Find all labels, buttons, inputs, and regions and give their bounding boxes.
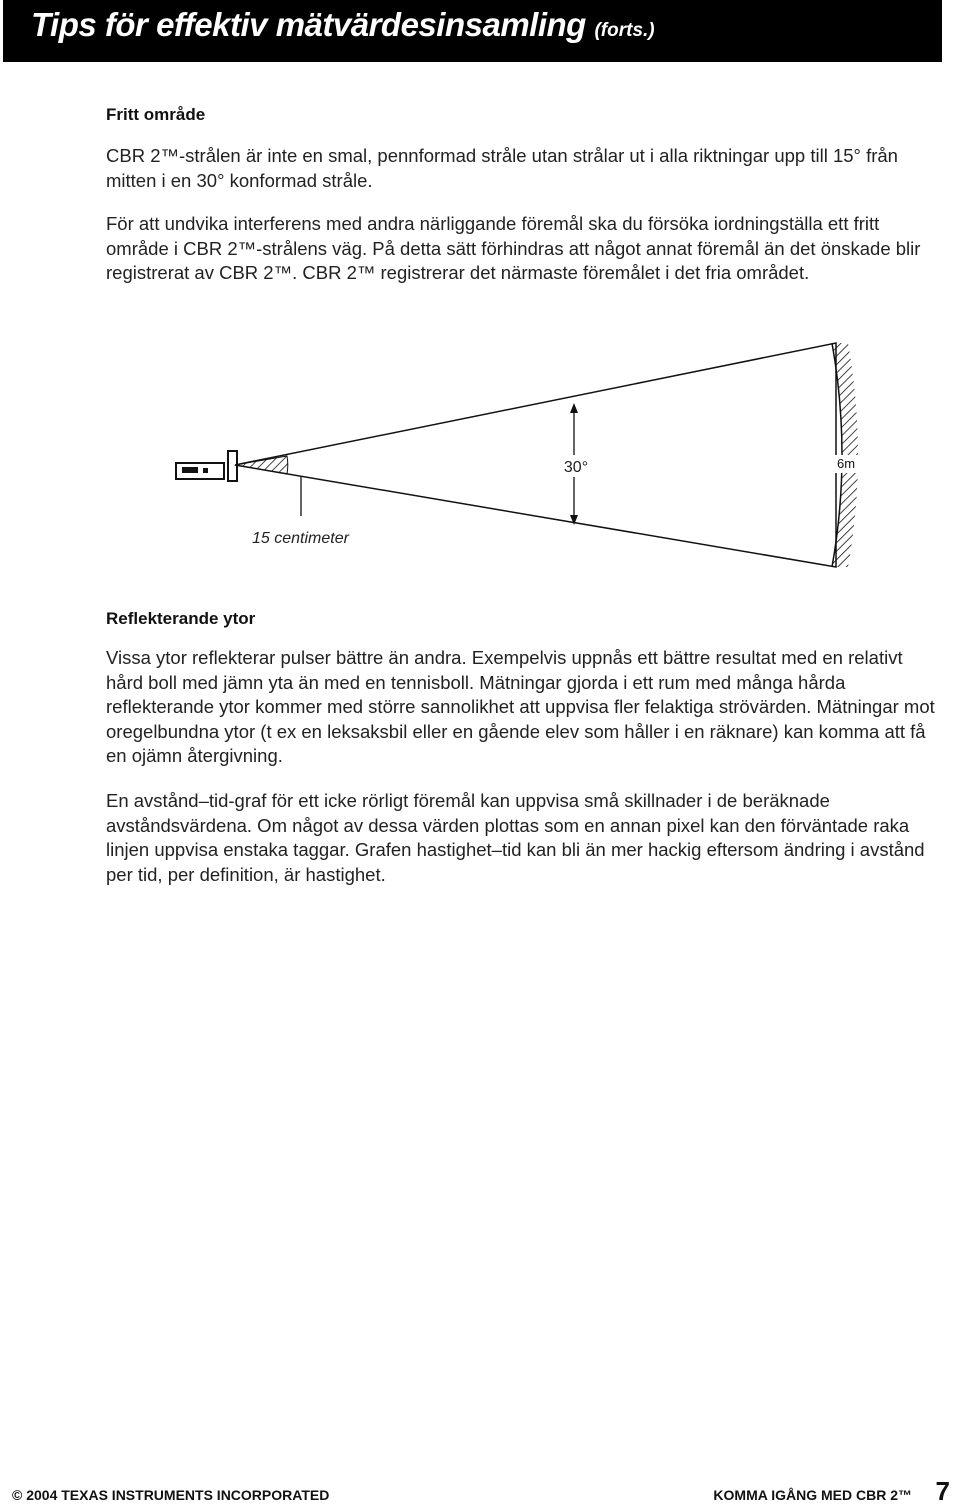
page-number: 7 xyxy=(935,1476,950,1506)
angle-arrow-top xyxy=(570,403,578,413)
beam-diagram-svg xyxy=(0,335,960,575)
footer-copyright: © 2004 TEXAS INSTRUMENTS INCORPORATED xyxy=(12,1487,330,1503)
paragraph-beam-description: CBR 2™-strålen är inte en smal, pennformad stråle utan strålar ut i alla riktningar upp till 15° från mitten i en 30° konformad stråle. xyxy=(106,145,898,191)
footer-booktitle: KOMMA IGÅNG MED CBR 2™ xyxy=(713,1487,912,1503)
page-title-main: Tips för effektiv mätvärdesinsamling xyxy=(31,6,586,43)
cbr-device-icon xyxy=(176,451,237,481)
paragraph-interference: För att undvika interferens med andra närliggande föremål ska du försöka iordningställa ett fritt område i CBR 2™-strålens väg. På detta sätt förhindras att något annat föremål än det önskade blir registrerat av CBR 2™. CBR 2™ registrerar det närmaste föremålet i det fria området. xyxy=(106,213,921,283)
section-heading-free-area: Fritt område xyxy=(106,105,206,124)
page-title xyxy=(31,6,655,44)
distance-label: 6m xyxy=(836,456,856,471)
paragraph-surfaces: Vissa ytor reflekterar pulser bättre än andra. Exempelvis uppnås ett bättre resultat med en relativt hård boll med jämn yta än med en tennisboll. Mätningar gjorda i ett rum med många hårda reflekterande ytor kommer med större sannolikhet att uppvisa fler felaktiga strövärden. Mätningar mot oregelbundna ytor (t ex en leksaksbil eller en gående elev som håller i en räknare) kan komma att få en ojämn återgivning. xyxy=(106,647,935,766)
section-heading-reflective: Reflekterande ytor xyxy=(106,609,256,628)
near-field-hatch xyxy=(235,456,288,474)
angle-label: 30° xyxy=(563,459,589,476)
page-title-subtitle: (forts.) xyxy=(594,20,655,41)
beam-diagram xyxy=(0,335,960,575)
offset-label: 15 centimeter xyxy=(252,530,349,547)
header-banner xyxy=(3,0,942,62)
paragraph-graph-notes: En avstånd–tid-graf för ett icke rörligt föremål kan uppvisa små skillnader i de beräknade avståndsvärdena. Om något av dessa värden plottas som en annan pixel kan den förväntade raka linjen uppvisa enstaka taggar. Grafen hastighet–tid kan bli än mer hackig eftersom ändring i avstånd per tid, per definition, är hastighet. xyxy=(106,790,925,885)
